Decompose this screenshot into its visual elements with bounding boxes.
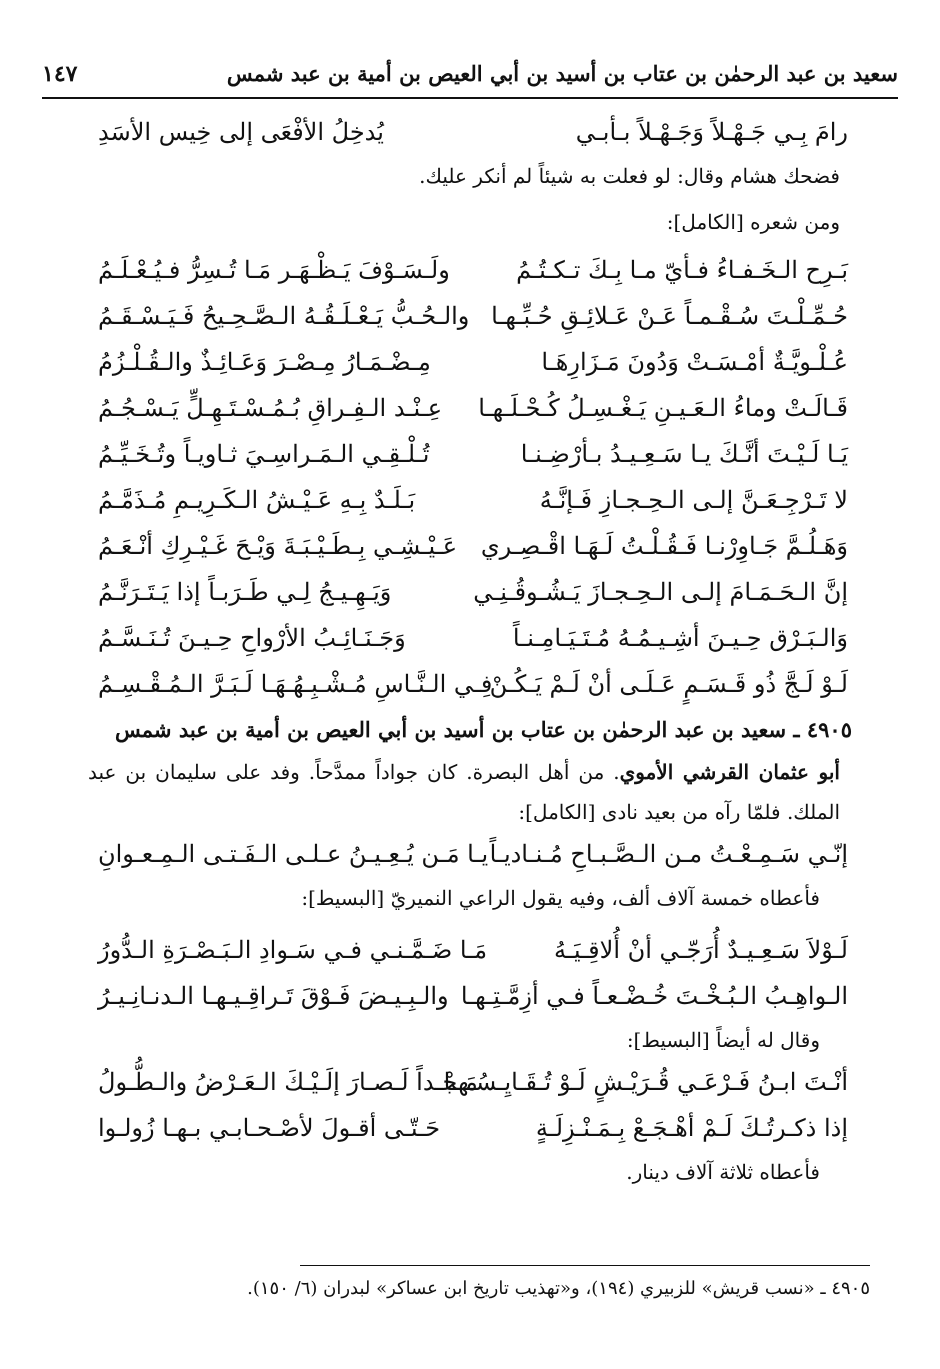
header-rule xyxy=(42,97,898,99)
prose-paragraph: فأعطاه خمسة آلاف ألف، وفيه يقول الراعي النميريّ [البسيط]: xyxy=(301,886,820,910)
poem-verse xyxy=(50,1106,890,1152)
poem-verse xyxy=(50,386,890,432)
verse-second-hemistich: مَـجْـداً لَـصـارَ إلَـيْـكَ الـعَـرْضُ والـطُّـولُ xyxy=(98,1068,478,1096)
verse-second-hemistich: مَـا ضَـمَّـنـي فـي سَـوادِ الـبَـصْـرَةِ الـدُّورُ xyxy=(98,936,488,964)
entry-body: . من أهل البصرة. كان جواداً ممدَّحاً. وفد على سليمان بن عبد الملك. فلمّا رآه من بعيد نادى [الكامل]: xyxy=(88,760,840,824)
poem-verse xyxy=(50,1060,890,1106)
verse-first-hemistich: وَالـبَـرْق حِـيـنَ أشِـيـمُـهُ مُـتَـيَـامِـنـاً xyxy=(512,624,848,652)
poem-verse xyxy=(50,478,890,524)
prose-paragraph: ومن شعره [الكامل]: xyxy=(666,210,840,234)
poem-kamil xyxy=(50,248,890,708)
verse-first-hemistich: بَـرِح الـخَـفـاءُ فـأيّ مـا بِـكَ تـكـتُـمُ xyxy=(516,256,848,284)
verse-first-hemistich: حُـمِّـلْـتَ سُـقْـمـاً عَـنْ عَـلائِـقِ حُـبِّـهـا xyxy=(491,302,848,330)
verse-first-hemistich: لَـوْلاَ سَـعِـيـدٌ أُرَجّـي أنْ أُلاقِـيَـهُ xyxy=(554,936,848,964)
poem-verse xyxy=(50,294,890,340)
page-header xyxy=(42,55,898,95)
poem-verse xyxy=(50,974,890,1020)
poem-verse xyxy=(50,570,890,616)
prose-paragraph: وقال له أيضاً [البسيط]: xyxy=(626,1028,820,1052)
verse-second-hemistich: عَـيْـشِـي بِـطَـيْـبَـةَ وَيْـحَ غَـيْـرِكِ أنْـعَـمُ xyxy=(98,532,458,560)
verse-second-hemistich: وَجَـنَـائِـبُ الأرْواحِ حِـيـنَ تُـنَـسَّـمُ xyxy=(98,624,406,652)
footnote: ٤٩٠٥ ـ «نسب قريش» للزبيري (١٩٤)، و«تهذيب تاريخ ابن عساكر» لبدران (٦/ ١٥٠). xyxy=(247,1278,870,1299)
poem-verse xyxy=(50,662,890,708)
verse-first-hemistich: إنَّ الـحَـمَـامَ إلـى الـحِـجـازَ يَـشُـوقُـنِـي xyxy=(473,578,848,606)
poem-verse xyxy=(50,616,890,662)
verse-first-hemistich: إذا ذكـرتُـكَ لَـمْ أهْـجَـعْ بِـمَـنْـزِلَـةٍ xyxy=(535,1114,848,1142)
verse-first-hemistich: قَـالَـتْ وماءُ الـعَـيـنِ يَـغْـسِـلُ كُـحْـلَـهـا xyxy=(478,394,848,422)
verse-first-hemistich: لَـوْ لَـجَّ ذُو قَـسَـمٍ عَـلَـى أنْ لَـمْ يَـكُـنْ xyxy=(489,670,848,698)
verse-second-hemistich: وَيَـهِـيـجُ لِـي طَـرَبـاً إذا يَـتَـرَنَّـمُ xyxy=(98,578,392,606)
entry-number: ٤٩٠٥ xyxy=(806,717,852,742)
verse-second-hemistich: والـبِـيـضَ فَـوْقَ تَـراقِـيـهـا الـدنـانِـيـرُ xyxy=(98,982,449,1010)
poem-verse xyxy=(50,248,890,294)
verse-second-hemistich: ولَـسَـوْفَ يَـظْـهَـر مَـا تُـسِرُّ فـيُـعْـلَـمُ xyxy=(98,256,450,284)
verse-second-hemistich: يُدخِلُ الأفْعَى إلى خِيس الأسَدِ xyxy=(98,118,384,146)
prose-paragraph: فضحك هشام وقال: لو فعلت به شيئاً لم أنكر عليك. xyxy=(419,164,840,188)
verse-first-hemistich: يَـا لَـيْـتَ أنَّـكَ يـا سَـعِـيـدُ بـأرْضِـنـا xyxy=(520,440,848,468)
poem-verse xyxy=(50,432,890,478)
entry-kunya: أبو عثمان القرشي الأموي xyxy=(619,760,840,784)
verse-second-hemistich: يـا مَـن يُـعِـيـنُ عـلـى الـفَـتـى الـمِـعـوانِ xyxy=(98,840,489,868)
verse-mid xyxy=(50,832,890,878)
poem-basit-2 xyxy=(50,1060,890,1152)
poem-verse xyxy=(50,340,890,386)
verse-second-hemistich: عِـنْـد الـفِـراقِ بُـمُـسْـتَـهِـلٍّ يَـسْـجُـمُ xyxy=(98,394,443,422)
verse-second-hemistich: بَـلَـدٌ بِـهِ عَـيْـشُ الـكَـرِيـمِ مُـذَمَّـمُ xyxy=(98,486,416,514)
verse-first-hemistich: وَهَـلُـمَّ جَـاوِرْنـا فَـقُـلْـتُ لَـهَـا اقْـصِـري xyxy=(480,532,848,560)
page-number: ١٤٧ xyxy=(42,61,78,87)
verse-first-hemistich: رامَ بِـي جَـهْـلاً وَجَـهْـلاً بـأبـي xyxy=(575,118,848,146)
verse-second-hemistich: فِـي الـنَّـاسِ مُـشْـبِـهُـهَـا لَـبَـرَّ الـمُـقْـسِـمُ xyxy=(98,670,493,698)
footnote-rule xyxy=(300,1265,870,1266)
verse-first-hemistich: لا تَـرْجِـعَـنَّ إلـى الـحِـجـازِ فَـإنَّـهُ xyxy=(539,486,848,514)
verse-first-hemistich: الـواهِـبُ الـبُـخْـتَ خُـضْـعـاً فـي أزِمَّـتِـهـا xyxy=(460,982,848,1010)
poem-verse xyxy=(50,524,890,570)
verse-first-hemistich: أنْـتَ ابـنُ فَـرْعَـي قُـرَيْـشٍ لَـوْ تُـقَـايِـسُـهـا xyxy=(443,1068,848,1096)
entry-heading xyxy=(50,708,852,752)
prose-paragraph: فأعطاه ثلاثة آلاف دينار. xyxy=(626,1160,820,1184)
verse-top xyxy=(50,110,890,156)
entry-text xyxy=(88,752,840,832)
verse-second-hemistich: مِـضْـمَـارُ مِـصْـرَ وَعَـائِـذٌ والـقُـلْـزُمُ xyxy=(98,348,431,376)
poem-verse xyxy=(50,928,890,974)
entry-dash: ـ xyxy=(793,717,800,742)
poem-basit-1 xyxy=(50,928,890,1020)
entry-name: سعيد بن عبد الرحمٰن بن عتاب بن أسيد بن أبي العيص بن أمية بن عبد شمس xyxy=(115,717,787,742)
verse-second-hemistich: تُـلْـقِـي الـمَـراسِـيَ ثـاويـاً وتُـخَـيِّـمُ xyxy=(98,440,430,468)
verse-second-hemistich: حَـتّـى أقـولَ لأصْـحـابـي بـهـا زُولـوا xyxy=(98,1114,441,1142)
verse-first-hemistich: عُـلْـويَّـةٌ أمْـسَـتْ وَدُونَ مَـزَارِهَـا xyxy=(541,348,848,376)
running-title: سعيد بن عبد الرحمٰن بن عتاب بن أسيد بن أبي العيص بن أمية بن عبد شمس xyxy=(226,61,898,86)
verse-first-hemistich: إنّـي سَـمِـعْـتُ مـن الـصَّـبـاحِ مُـنـاديـاً xyxy=(489,840,848,868)
page-body xyxy=(50,110,890,1192)
verse-second-hemistich: والـحُـبُّ يَـعْـلَـقُـهُ الـصَّـحِـيحُ فَـيَـسْـقَـمُ xyxy=(98,302,470,330)
